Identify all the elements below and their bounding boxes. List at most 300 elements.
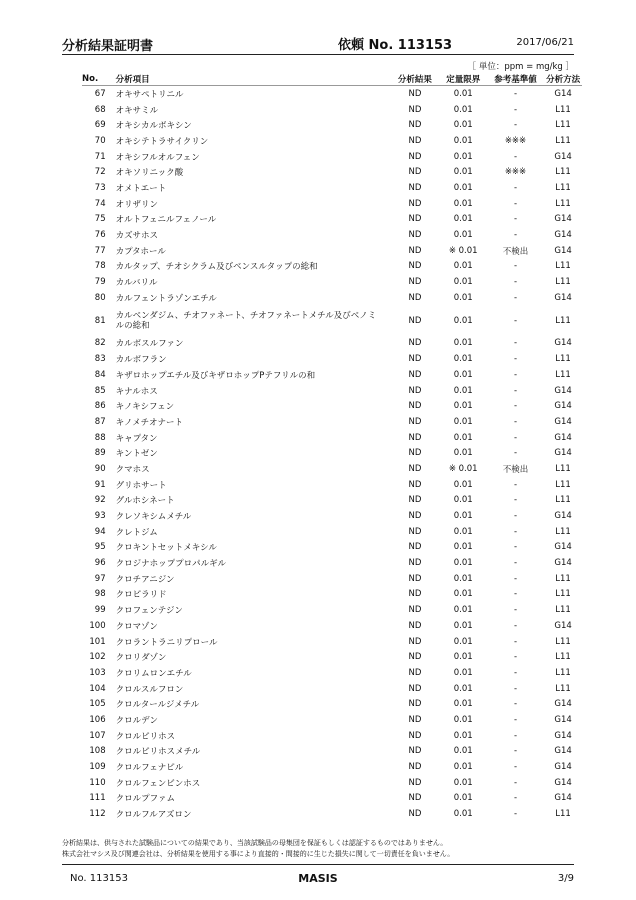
row-item-name: カルタップ、チオシクラム及びベンスルタップの総和 [115,262,318,273]
row-reference: - [513,667,518,678]
table-body [82,86,582,822]
row-result: ND [408,448,422,459]
row-limit: 0.01 [453,605,473,616]
page-number: 3/9 [557,873,574,884]
row-item-name: オリザリン [115,199,158,210]
row-limit: 0.01 [453,495,473,506]
row-reference: - [513,573,518,584]
row-no: 98 [94,589,106,600]
table-row [82,306,582,336]
row-method: L11 [555,135,571,146]
row-limit: 0.01 [453,683,473,694]
table-row [82,243,582,259]
row-reference: - [513,230,518,241]
row-result: ND [408,151,422,162]
row-limit: 0.01 [453,292,473,303]
row-reference: ※※※ [504,167,527,178]
row-no: 82 [94,338,106,349]
row-reference: - [513,120,518,131]
row-item-name: オメトエート [115,183,167,194]
row-limit: 0.01 [453,699,473,710]
row-no: 67 [94,88,106,99]
row-limit: ※ 0.01 [448,463,478,474]
table-row [82,117,582,133]
row-limit: 0.01 [453,667,473,678]
row-method: G14 [554,448,572,459]
table-row [82,555,582,571]
row-result: ND [408,315,422,326]
row-limit: 0.01 [453,214,473,225]
row-item-name: クロマゾン [115,621,158,632]
row-item-name: カルベンダジム、チオファネート、チオファネートメチル及びベノミルの総和 [115,310,377,331]
row-limit: 0.01 [453,230,473,241]
row-result: ND [408,182,422,193]
row-limit: 0.01 [453,104,473,115]
row-method: L11 [555,198,571,209]
row-result: ND [408,214,422,225]
row-no: 106 [89,714,106,725]
row-item-name: グリホサート [115,480,167,491]
page-footer [62,864,574,889]
row-limit: 0.01 [453,542,473,553]
row-no: 75 [94,214,106,225]
row-method: L11 [555,354,571,365]
row-item-name: クロピラリド [115,590,167,601]
row-no: 109 [89,762,106,773]
row-limit: 0.01 [453,809,473,820]
row-no: 85 [94,385,106,396]
row-item-name: クレトジム [115,527,158,538]
row-limit: 0.01 [453,793,473,804]
row-result: ND [408,401,422,412]
row-no: 87 [94,416,106,427]
row-item-name: クロルスルフロン [115,684,184,695]
company-name: MASIS [298,872,338,885]
row-result: ND [408,793,422,804]
row-method: L11 [555,667,571,678]
row-result: ND [408,620,422,631]
table-row [82,524,582,540]
row-limit: 0.01 [453,315,473,326]
row-item-name: クロジナホッププロパルギル [115,559,227,570]
table-row [82,587,582,603]
row-no: 83 [94,354,106,365]
row-limit: 0.01 [453,448,473,459]
row-no: 108 [89,746,106,757]
row-reference: - [513,495,518,506]
row-reference: - [513,88,518,99]
row-no: 71 [94,151,106,162]
row-limit: 0.01 [453,714,473,725]
table-row [82,602,582,618]
row-no: 79 [94,277,106,288]
row-method: G14 [554,620,572,631]
row-limit: 0.01 [453,198,473,209]
row-limit: 0.01 [453,636,473,647]
row-reference: - [513,182,518,193]
table-row [82,212,582,228]
table-row [82,196,582,212]
row-limit: 0.01 [453,762,473,773]
disclaimer [62,838,582,860]
row-method: G14 [554,416,572,427]
row-result: ND [408,369,422,380]
row-item-name: オキサペトリニル [115,89,184,100]
row-reference: 不検出 [502,246,529,257]
row-method: L11 [555,652,571,663]
table-row [82,102,582,118]
row-limit: 0.01 [453,573,473,584]
row-no: 103 [89,667,106,678]
row-reference: - [513,620,518,631]
table-row [82,681,582,697]
row-item-name: キントゼン [115,449,158,460]
row-method: G14 [554,777,572,788]
row-item-name: カルボフラン [115,355,167,366]
row-result: ND [408,120,422,131]
row-limit: 0.01 [453,135,473,146]
row-method: L11 [555,463,571,474]
row-no: 112 [89,809,106,820]
row-result: ND [408,385,422,396]
document-title: 分析結果証明書 [62,39,154,54]
table-row [82,477,582,493]
row-result: ND [408,573,422,584]
row-item-name: オルトフェニルフェノール [115,215,217,226]
table-row [82,259,582,275]
row-no: 95 [94,542,106,553]
row-no: 76 [94,230,106,241]
row-limit: 0.01 [453,261,473,272]
row-reference: - [513,589,518,600]
row-result: ND [408,730,422,741]
row-reference: - [513,315,518,326]
row-item-name: クロラントラニリプロール [115,637,218,648]
row-item-name: カルバリル [115,278,158,289]
row-reference: - [513,416,518,427]
table-row [82,540,582,556]
row-no: 90 [94,463,106,474]
row-result: ND [408,104,422,115]
row-method: L11 [555,636,571,647]
row-reference: - [513,214,518,225]
row-limit: 0.01 [453,730,473,741]
row-method: G14 [554,558,572,569]
row-result: ND [408,652,422,663]
row-reference: - [513,369,518,380]
row-method: G14 [554,699,572,710]
row-method: L11 [555,182,571,193]
row-result: ND [408,230,422,241]
row-result: ND [408,683,422,694]
row-no: 101 [89,636,106,647]
row-method: L11 [555,605,571,616]
table-row [82,336,582,352]
row-limit: 0.01 [453,589,473,600]
row-no: 99 [94,605,106,616]
row-method: L11 [555,277,571,288]
unit-note: ［ 単位：ppm = mg/kg ］ [467,62,574,72]
row-no: 96 [94,558,106,569]
table-row [82,445,582,461]
row-method: G14 [554,245,572,256]
row-reference: - [513,526,518,537]
table-row [82,571,582,587]
row-method: G14 [554,542,572,553]
row-limit: 0.01 [453,777,473,788]
table-row [82,744,582,760]
row-method: G14 [554,401,572,412]
row-method: L11 [555,495,571,506]
row-limit: 0.01 [453,182,473,193]
row-no: 68 [94,104,106,115]
row-limit: 0.01 [453,385,473,396]
row-no: 97 [94,573,106,584]
row-method: L11 [555,369,571,380]
table-row [82,180,582,196]
row-no: 81 [94,315,106,326]
row-reference: - [513,338,518,349]
row-result: ND [408,277,422,288]
row-item-name: クロルデン [115,715,158,726]
row-limit: 0.01 [453,652,473,663]
row-method: L11 [555,261,571,272]
row-method: G14 [554,292,572,303]
table-row [82,634,582,650]
row-limit: 0.01 [453,167,473,178]
col-limit: 定量限界 [440,72,487,86]
table-row [82,430,582,446]
document-date: 2017/06/21 [516,37,574,48]
row-method: L11 [555,589,571,600]
table-row [82,398,582,414]
row-reference: - [513,777,518,788]
table-row [82,493,582,509]
row-method: L11 [555,479,571,490]
request-number: 依頼 No. 113153 [338,38,453,53]
row-reference: - [513,714,518,725]
row-limit: 0.01 [453,511,473,522]
row-limit: 0.01 [453,369,473,380]
row-method: G14 [554,762,572,773]
table-row [82,414,582,430]
col-no: No. [82,72,116,86]
row-item-name: クロチアニジン [115,574,175,585]
row-result: ND [408,292,422,303]
row-method: L11 [555,120,571,131]
col-item: 分析項目 [116,72,391,86]
row-reference: - [513,558,518,569]
row-result: ND [408,416,422,427]
row-method: G14 [554,338,572,349]
row-result: ND [408,777,422,788]
row-no: 78 [94,261,106,272]
row-no: 104 [89,683,106,694]
row-method: G14 [554,746,572,757]
table-row [82,164,582,180]
row-result: ND [408,667,422,678]
row-item-name: クロリダゾン [115,653,167,664]
row-result: ND [408,432,422,443]
row-item-name: クマホス [115,464,150,475]
row-no: 94 [94,526,106,537]
row-reference: - [513,151,518,162]
table-row [82,759,582,775]
row-reference: - [513,511,518,522]
row-reference: - [513,605,518,616]
col-result: 分析結果 [390,72,439,86]
row-item-name: キノキシフェン [115,402,175,413]
table-row [82,712,582,728]
row-reference: 不検出 [502,464,529,475]
row-method: L11 [555,104,571,115]
row-method: L11 [555,683,571,694]
row-item-name: キノメチオナート [115,417,183,428]
row-method: G14 [554,385,572,396]
row-method: G14 [554,151,572,162]
row-reference: - [513,683,518,694]
row-no: 111 [89,793,106,804]
table-row [82,351,582,367]
row-reference: - [513,198,518,209]
row-result: ND [408,354,422,365]
row-method: L11 [555,167,571,178]
row-result: ND [408,746,422,757]
row-reference: - [513,261,518,272]
row-limit: 0.01 [453,432,473,443]
row-reference: - [513,432,518,443]
row-result: ND [408,511,422,522]
row-result: ND [408,495,422,506]
table-row [82,665,582,681]
row-limit: 0.01 [453,526,473,537]
row-item-name: クロルタールジメチル [115,700,200,711]
row-limit: 0.01 [453,401,473,412]
row-reference: ※※※ [504,135,527,146]
row-no: 107 [89,730,106,741]
row-reference: - [513,809,518,820]
row-limit: 0.01 [453,120,473,131]
row-no: 89 [94,448,106,459]
row-item-name: クロキントセットメキシル [115,543,217,554]
row-method: L11 [555,526,571,537]
table-row [82,86,582,102]
row-method: G14 [554,730,572,741]
row-reference: - [513,401,518,412]
row-limit: 0.01 [453,416,473,427]
row-result: ND [408,809,422,820]
row-no: 70 [94,135,106,146]
table-row [82,149,582,165]
row-item-name: クロフェンテジン [115,606,183,617]
row-item-name: グルホシネート [115,496,175,507]
row-limit: 0.01 [453,338,473,349]
footer-number: No. 113153 [70,873,128,884]
page-header [62,34,574,55]
row-no: 80 [94,292,106,303]
table-row [82,791,582,807]
row-item-name: クロルピリホスメチル [115,747,201,758]
row-result: ND [408,589,422,600]
col-reference: 参考基準値 [487,72,544,86]
row-no: 86 [94,401,106,412]
row-item-name: クレソキシムメチル [115,512,192,523]
row-reference: - [513,277,518,288]
row-result: ND [408,762,422,773]
row-no: 93 [94,511,106,522]
row-limit: 0.01 [453,479,473,490]
row-no: 73 [94,182,106,193]
row-reference: - [513,448,518,459]
row-result: ND [408,463,422,474]
row-no: 91 [94,479,106,490]
row-item-name: クロルフェンビンホス [115,778,201,789]
row-reference: - [513,652,518,663]
row-method: G14 [554,714,572,725]
col-method: 分析方法 [544,72,582,86]
row-item-name: オキシカルボキシン [115,121,192,132]
table-row [82,728,582,744]
row-result: ND [408,167,422,178]
row-reference: - [513,762,518,773]
row-reference: - [513,699,518,710]
row-method: L11 [555,315,571,326]
row-item-name: オキシテトラサイクリン [115,136,209,147]
row-method: G14 [554,214,572,225]
row-no: 74 [94,198,106,209]
row-limit: 0.01 [453,88,473,99]
row-result: ND [408,526,422,537]
row-reference: - [513,354,518,365]
row-reference: - [513,292,518,303]
row-item-name: クロルプファム [115,794,175,805]
row-result: ND [408,605,422,616]
table-row [82,133,582,149]
row-limit: 0.01 [453,354,473,365]
row-item-name: クロリムロンエチル [115,668,192,679]
row-no: 77 [94,245,106,256]
row-no: 110 [89,777,106,788]
row-method: L11 [555,573,571,584]
row-result: ND [408,338,422,349]
row-item-name: オキソリニック酸 [115,168,184,179]
row-method: G14 [554,432,572,443]
row-item-name: クロルピリホス [115,731,176,742]
table-row [82,508,582,524]
disclaimer-line: 株式会社マシス及び関連会社は、分析結果を使用する事により直接的・間接的に生じた損失に関して一切責任を負いません。 [62,850,455,858]
table-row [82,649,582,665]
row-result: ND [408,88,422,99]
row-limit: 0.01 [453,151,473,162]
row-limit: 0.01 [453,558,473,569]
table-row [82,367,582,383]
row-reference: - [513,730,518,741]
table-row [82,461,582,477]
row-no: 84 [94,369,106,380]
row-reference: - [513,746,518,757]
row-result: ND [408,699,422,710]
row-item-name: クロルフルアズロン [115,810,192,821]
row-no: 92 [94,495,106,506]
row-limit: 0.01 [453,620,473,631]
row-reference: - [513,385,518,396]
row-reference: - [513,636,518,647]
table-row [82,383,582,399]
row-reference: - [513,793,518,804]
row-item-name: カルフェントラゾンエチル [115,293,217,304]
row-reference: - [513,479,518,490]
table-row [82,274,582,290]
